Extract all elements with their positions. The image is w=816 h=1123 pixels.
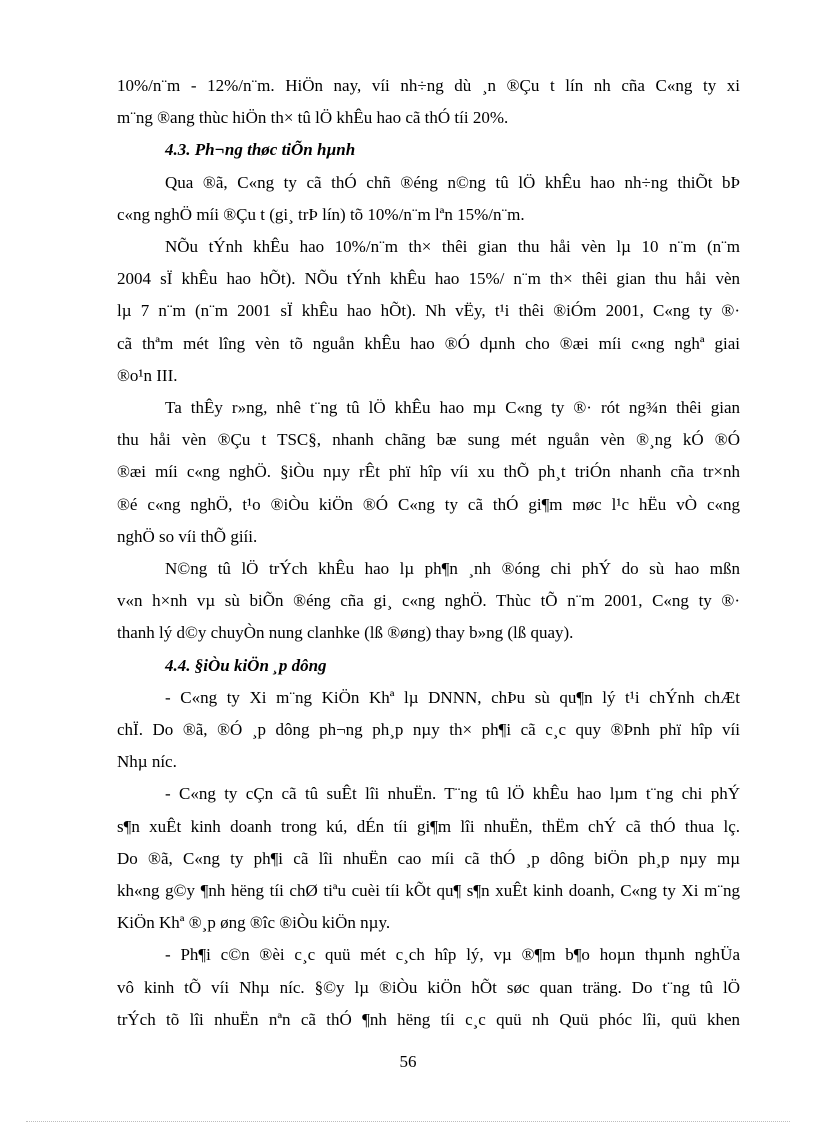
- text-line: chÏ. Do ®ã, ®Ó ¸p dông ph¬ng ph¸p nµy th× ph¶i cã c¸c quy ®Þnh phï hîp víi: [117, 720, 740, 740]
- text-line: s¶n xuÊt kinh doanh trong kú, dÉn tíi gi¶m lîi nhuËn, thËm chÝ cã thÓ thua lç.: [117, 816, 740, 836]
- text-line: Qua ®ã, C«ng ty cã thÓ chñ ®éng n©ng tû lÖ khÊu hao nh÷ng thiÕt bÞ: [165, 172, 740, 192]
- text-line: thanh lý d©y chuyÒn nung clanhke (lß ®øng) thay b»ng (lß quay).: [117, 623, 574, 643]
- paragraph-4-3-4: [117, 553, 740, 650]
- page-number: 56: [399, 1052, 417, 1071]
- text-line: 2004 sÏ khÊu hao hÕt). NÕu tÝnh khÊu hao 15%/ n¨m th× thêi gian thu håi vèn: [117, 269, 740, 289]
- text-line: m¨ng ®ang thùc hiÖn th× tû lÖ khÊu hao cã thÓ tíi 20%.: [117, 108, 509, 128]
- text-line: Nhµ níc.: [117, 752, 177, 772]
- opening-paragraph: [117, 70, 740, 134]
- paragraph-4-4-3: [117, 939, 740, 1036]
- body-text: [117, 70, 740, 1036]
- text-line: nghÖ so víi thÕ giíi.: [117, 526, 258, 546]
- text-line: Ta thÊy r»ng, nhê t¨ng tû lÖ khÊu hao mµ C«ng ty ®· rót ng¾n thêi gian: [165, 398, 740, 418]
- paragraph-4-4-1: [117, 682, 740, 779]
- text-line: 10%/n¨m - 12%/n¨m. HiÖn nay, víi nh÷ng dù ¸n ®Çu t lín nh cña C«ng ty xi: [117, 76, 740, 95]
- text-line: kh«ng g©y ¶nh hëng tíi chØ tiªu cuèi tíi kÕt qu¶ s¶n xuÊt kinh doanh, C«ng ty Xi m¨ng: [117, 881, 740, 901]
- text-line: KiÖn Khª ®¸p øng ®îc ®iÒu kiÖn nµy.: [117, 913, 391, 933]
- text-line: - C«ng ty cÇn cã tû suÊt lîi nhuËn. T¨ng tû lÖ khÊu hao lµm t¨ng chi phÝ: [165, 784, 740, 804]
- text-line: v«n h×nh vµ sù biÕn ®éng cña gi¸ c«ng nghÖ. Thùc tÕ n¨m 2001, C«ng ty ®·: [117, 591, 740, 611]
- text-line: vô kinh tÕ víi Nhµ níc. §©y lµ ®iÒu kiÖn hÕt søc quan träng. Do t¨ng tû lÖ: [117, 977, 740, 997]
- text-line: - Ph¶i c©n ®èi c¸c quü mét c¸ch hîp lý, vµ ®¶m b¶o hoµn thµnh nghÜa: [165, 945, 740, 965]
- footer-divider: [26, 1121, 790, 1122]
- paragraph-4-4-2: [117, 778, 740, 939]
- text-line: c«ng nghÖ míi ®Çu t (gi¸ trÞ lín) tõ 10%/n¨m lªn 15%/n¨m.: [117, 204, 525, 224]
- text-line: ®é c«ng nghÖ, t¹o ®iÒu kiÖn ®Ó C«ng ty cã thÓ gi¶m møc l¹c hËu vÒ c«ng: [117, 494, 740, 514]
- paragraph-4-3-2: [117, 231, 740, 392]
- text-line: N©ng tû lÖ trÝch khÊu hao lµ ph¶n ¸nh ®óng chi phÝ do sù hao mßn: [165, 559, 740, 579]
- text-line: - C«ng ty Xi m¨ng KiÖn Khª lµ DNNN, chÞu sù qu¶n lý t¹i chÝnh chÆt: [165, 687, 740, 707]
- text-line: cã thªm mét lîng vèn tõ nguån khÊu hao ®Ó dµnh cho ®æi míi c«ng nghª giai: [117, 333, 740, 353]
- section-heading-4-3: 4.3. Ph¬ng thøc tiÕn hµnh: [165, 140, 356, 160]
- paragraph-4-3-1: [117, 167, 740, 231]
- text-line: ®o¹n III.: [117, 365, 178, 385]
- text-line: Do ®ã, C«ng ty ph¶i cã lîi nhuËn cao míi cã thÓ ¸p dông biÖn ph¸p nµy mµ: [117, 848, 740, 868]
- text-line: thu håi vèn ®Çu t TSC§, nhanh chãng bæ sung mét nguån vèn ®¸ng kÓ ®Ó: [117, 430, 740, 450]
- text-line: NÕu tÝnh khÊu hao 10%/n¨m th× thêi gian thu håi vèn lµ 10 n¨m (n¨m: [165, 237, 740, 257]
- text-line: trÝch tõ lîi nhuËn nªn cã thÓ ¶nh hëng tíi c¸c quü nh Quü phóc lîi, quü khen: [117, 1009, 740, 1029]
- text-line: ®æi míi c«ng nghÖ. §iÒu nµy rÊt phï hîp víi xu thÕ ph¸t triÓn nhanh cña tr×nh: [117, 462, 740, 482]
- section-heading-4-4: 4.4. §iÒu kiÖn ¸p dông: [165, 655, 327, 675]
- paragraph-4-3-3: [117, 392, 740, 553]
- text-line: lµ 7 n¨m (n¨m 2001 sÏ khÊu hao hÕt). Nh vËy, t¹i thêi ®iÓm 2001, C«ng ty ®·: [117, 301, 740, 321]
